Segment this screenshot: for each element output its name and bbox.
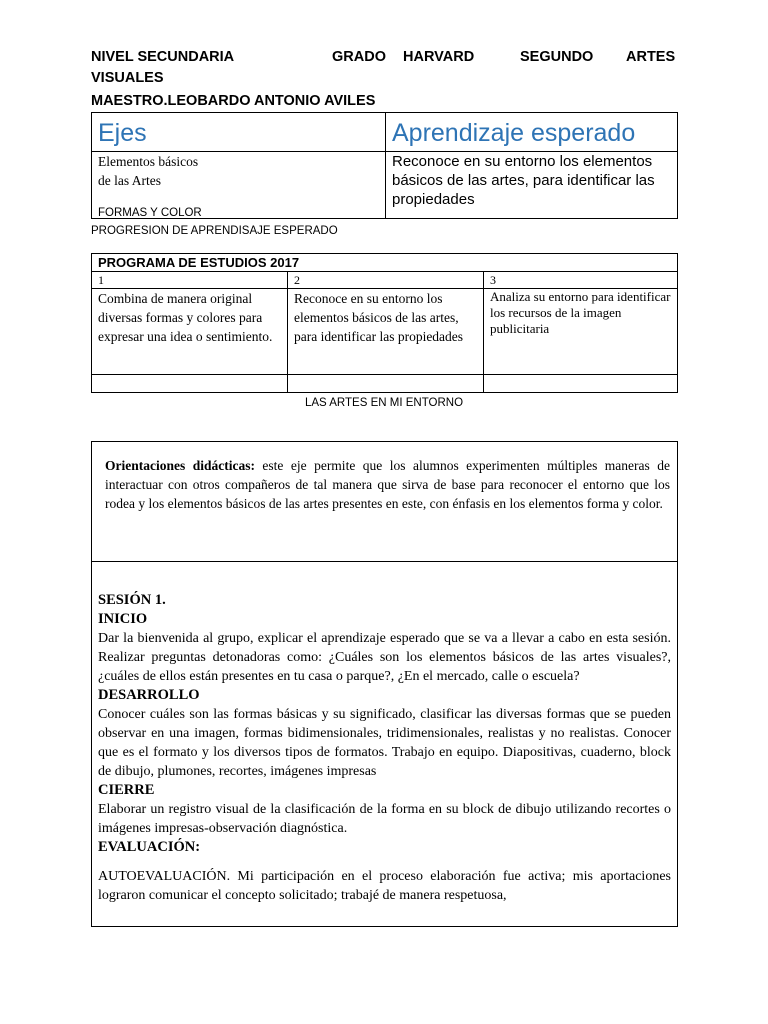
orientaciones-text: este eje permite que los alumnos experimenten múltiples maneras de interactuar con otros compañeros de tal manera que sirva de base para reconocer el entorno que los rodea y los elementos básicos de las artes presentes en este, con énfasis en los elementos forma y color.	[105, 458, 670, 511]
artes-label: ARTES	[626, 49, 676, 65]
programa-number-3: 3	[484, 272, 678, 289]
progresion-label: PROGRESION DE APRENDISAJE ESPERADO	[91, 225, 338, 237]
cierre-text: Elaborar un registro visual de la clasificación de la forma en su block de dibujo utilizando recortes o imágenes impresas-observación diagnóstica.	[98, 802, 671, 836]
nivel-label: NIVEL SECUNDARIA	[91, 49, 235, 65]
inicio-heading: INICIO	[98, 611, 148, 627]
ejes-header: Ejes	[92, 113, 386, 152]
session-box	[91, 561, 678, 927]
eje-line1: Elementos básicos	[98, 154, 199, 169]
eje-cell	[92, 152, 386, 219]
desarrollo-heading: DESARROLLO	[98, 687, 200, 703]
programa-desc-1: Combina de manera original diversas formas y colores para expresar una idea o sentimiento.	[92, 289, 288, 375]
orientaciones-label: Orientaciones didácticas:	[105, 458, 255, 473]
session-title: SESIÓN 1.	[98, 592, 166, 608]
section-label: LAS ARTES EN MI ENTORNO	[304, 397, 464, 409]
programa-empty-3	[484, 375, 678, 393]
orientaciones-box	[91, 441, 678, 562]
grado-label: GRADO	[332, 49, 386, 65]
autoevaluacion-text: AUTOEVALUACIÓN. Mi participación en el proceso elaboración fue activa; mis aportaciones lograron comunicar el concepto solicitado; trabajé de manera respetuosa,	[98, 869, 671, 903]
ejes-table	[91, 112, 678, 219]
programa-table	[91, 253, 678, 393]
inicio-text: Dar la bienvenida al grupo, explicar el aprendizaje esperado que se va a llevar a cabo en esta sesión. Realizar preguntas detonadoras como: ¿Cuáles son los elementos básicos de las artes visuales?, ¿cuáles de ellos están presentes en tu casa o parque?, ¿En el mercado, calle o escuela?	[98, 631, 671, 684]
programa-number-1: 1	[92, 272, 288, 289]
desarrollo-text: Conocer cuáles son las formas básicas y su significado, clasificar las diversas formas que se pueden observar en una imagen, formas bidimensionales, tridimensionales, realistas y no realistas. Conocer que es el formato y los diversos tipos de formatos. Trabajo en equipo. Diapositivas, cuaderno, block de dibujo, plumones, recortes, imágenes impresas	[98, 707, 671, 779]
evaluacion-heading: EVALUACIÓN:	[98, 839, 201, 855]
programa-empty-1	[92, 375, 288, 393]
eje-line2: de las Artes	[98, 173, 161, 188]
programa-number-2: 2	[288, 272, 484, 289]
cierre-heading: CIERRE	[98, 782, 155, 798]
programa-desc-2: Reconoce en su entorno los elementos básicos de las artes, para identificar las propiedades	[288, 289, 484, 375]
grupo-label: HARVARD	[403, 49, 475, 65]
aprendizaje-cell: Reconoce en su entorno los elementos básicos de las artes, para identificar las propiedades	[386, 152, 678, 219]
aprendizaje-header: Aprendizaje esperado	[386, 113, 678, 152]
programa-title: PROGRAMA DE ESTUDIOS 2017	[92, 254, 678, 272]
orientaciones-paragraph	[105, 456, 670, 513]
visuales-label: VISUALES	[91, 70, 164, 86]
programa-desc-3: Analiza su entorno para identificar los recursos de la imagen publicitaria	[484, 289, 678, 375]
programa-empty-2	[288, 375, 484, 393]
eje-subtitle: FORMAS Y COLOR	[98, 207, 202, 219]
segundo-label: SEGUNDO	[520, 49, 594, 65]
maestro-label: MAESTRO.LEOBARDO ANTONIO AVILES	[91, 93, 376, 109]
